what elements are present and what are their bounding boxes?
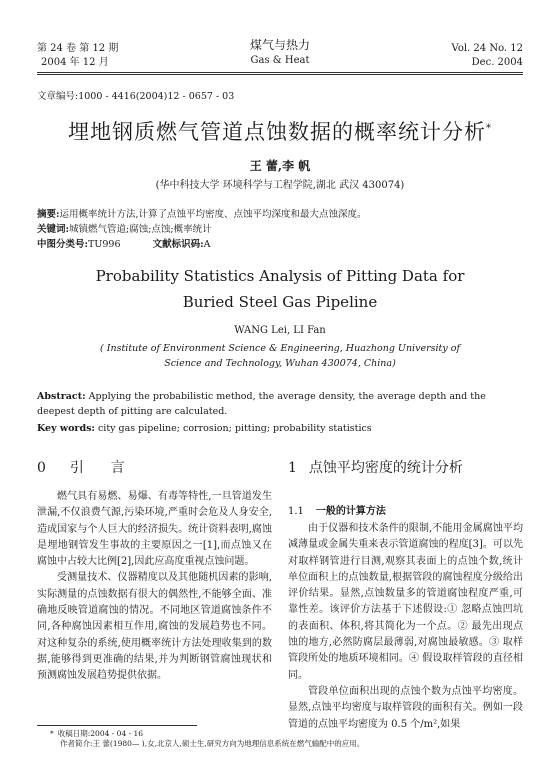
keywords-cn-label: 关键词: (37, 224, 70, 235)
keywords-cn (37, 222, 523, 237)
footnote-rule (37, 725, 197, 726)
date-cn: 2004 年 12 月 (41, 57, 109, 68)
classification-value: TU996 (88, 239, 121, 250)
footnote-received: 收稿日期:2004 - 04 - 16 (57, 729, 144, 738)
abstract-en-label: Abstract: (37, 391, 86, 402)
title-en-line1: Probability Statistics Analysis of Pitting Data for (95, 267, 465, 285)
authors-cn: 王 蕾,李 帆 (249, 159, 311, 173)
keywords-en (37, 423, 523, 434)
section-1-number: 1 (288, 460, 297, 476)
volume-issue-en: Vol. 24 No. 12 (451, 43, 523, 54)
abstract-cn-label: 摘要: (37, 209, 60, 220)
keywords-en-text: city gas pipeline; corrosion; pitting; probability statistics (94, 423, 372, 434)
affiliation-en-line2: Science and Technology, Wuhan 430074, China) (164, 358, 396, 369)
doc-code-label: 文献标识码: (152, 239, 204, 250)
header-issue-en (452, 42, 523, 70)
footnote-marker: * (50, 729, 54, 738)
header-rule-thin (37, 74, 523, 75)
section-0-title: 引 言 (69, 460, 125, 476)
affiliation-cn: (华中科技大学 环境科学与工程学院,湖北 武汉 430074) (155, 180, 405, 191)
abstract-en (37, 389, 523, 419)
journal-name-en: Gas & Heat (250, 55, 310, 66)
section-0-number: 0 (37, 460, 46, 476)
footnote-author-bio: 作者简介:王 蕾(1980— ),女,北京人,硕士生,研究方向为地理信息系统在燃气输配中的应用。 (60, 739, 365, 748)
title-cn-text: 埋地钢质燃气管道点蚀数据的概率统计分析 (68, 120, 486, 144)
left-column-body (37, 489, 272, 685)
keywords-cn-text: 城镇燃气管道;腐蚀;点蚀;概率统计 (69, 224, 212, 235)
title-cn (0, 116, 560, 146)
title-en (0, 263, 560, 315)
affiliation-en-line1: ( Institute of Environment Science & Engineering, Huazhong University of (100, 343, 460, 354)
date-en: Dec. 2004 (471, 57, 523, 68)
section-heading-1 (288, 457, 523, 477)
abstract-en-text: Applying the probabilistic method, the average density, the average depth and the deepest depth of pitting are calculated. (37, 391, 486, 417)
classification (37, 237, 523, 252)
title-footnote-mark: * (486, 123, 492, 134)
header-rule (37, 72, 523, 73)
authors-en: WANG Lei, LI Fan (234, 325, 326, 336)
paragraph: 燃气具有易燃、易爆、有毒等特性,一旦管道发生泄漏,不仅浪费气源,污染环境,严重时会危及人身安全,造成国家与个人巨大的经济损失。统计资料表明,腐蚀是埋地钢管发生事故的主要原因之一[1],而点蚀又在腐蚀中占较大比例[2],因此应高度重视点蚀问题。 (37, 491, 272, 568)
classification-label: 中图分类号: (37, 239, 89, 250)
abstract-cn-text: 运用概率统计方法,计算了点蚀平均密度、点蚀平均深度和最大点蚀深度。 (59, 209, 367, 220)
doc-code-value: A (203, 239, 211, 250)
paragraph: 受测量技术、仪器精度以及其他随机因素的影响,实际测量的点蚀数据有很大的偶然性,不能够全面、准确地反映管道腐蚀的情况。不同地区管道腐蚀条件不同,各种腐蚀因素相互作用,腐蚀的发展趋势也不同。对这种复杂的系统,使用概率统计方法处理收集到的数据,能够得到更准确的结果,并为判断钢管腐蚀现状和预测腐蚀发展趋势提供依据。 (37, 572, 272, 682)
subsection-title: 一般的计算方法 (315, 506, 386, 517)
section-heading-0 (37, 457, 272, 477)
title-en-line2: Buried Steel Gas Pipeline (182, 293, 378, 311)
subsection-number: 1.1 (288, 506, 304, 517)
abstract-cn (37, 207, 523, 222)
journal-name-cn: 煤气与热力 (249, 38, 310, 52)
volume-issue-cn: 第 24 卷 第 12 期 (37, 43, 119, 54)
affiliation-en (0, 341, 560, 371)
article-number: 文章编号:1000 - 4416(2004)12 - 0657 - 03 (37, 91, 235, 102)
footnote (50, 729, 530, 749)
subsection-heading (288, 502, 523, 517)
right-column-body (288, 521, 523, 733)
paragraph: 管段单位面积出现的点蚀个数为点蚀平均密度。显然,点蚀平均密度与取样管段的面积有关。例如一段管道的点蚀平均密度为 0.5 个/m²,如果 (288, 685, 523, 730)
section-1-title: 点蚀平均密度的统计分析 (308, 460, 463, 476)
keywords-en-label: Key words: (37, 423, 95, 434)
paragraph: 由于仪器和技术条件的限制,不能用金属腐蚀平均减薄量或金属失重来表示管道腐蚀的程度[3]。可以先对取样钢管进行目测,观察其表面上的点蚀个数,统计单位面积上的点蚀数量,根据管段的腐蚀程度分级给出评价结果。显然,点蚀数量多的管道腐蚀程度严重,可靠性差。该评价方法基于下述假设:① 忽略点蚀凹坑的表面积、体积,将其简化为一个点。② 最先出现点蚀的地方,必然防腐层最薄弱,对腐蚀最敏感。③ 取样管段所处的地质环境相同。④ 假设取样管段的直径相同。 (288, 523, 523, 681)
